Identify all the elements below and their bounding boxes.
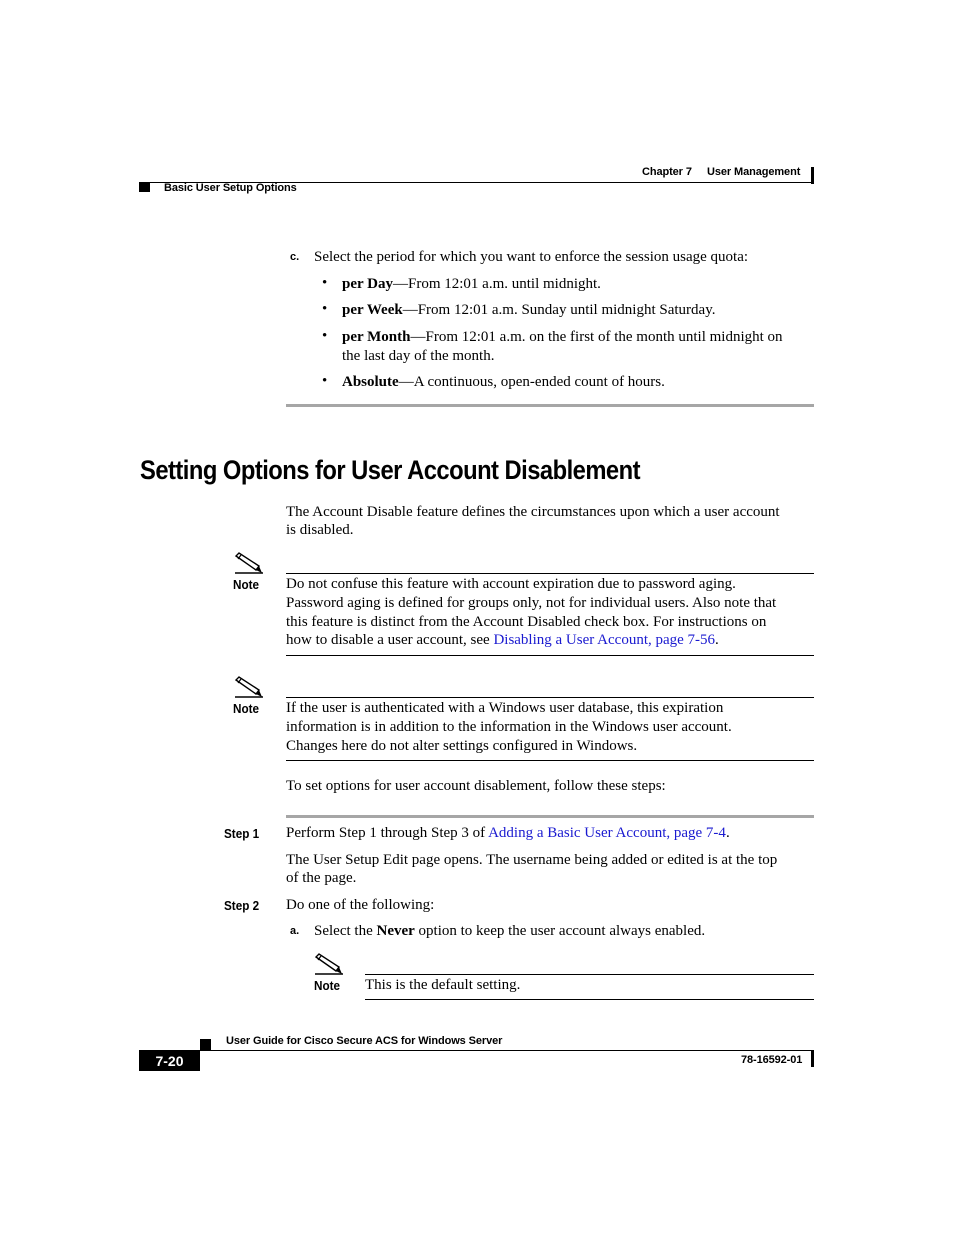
note-2-line2: information is in addition to the information in the Windows user account. (286, 719, 732, 735)
bullet-dot: • (322, 328, 328, 344)
note-1-line1: Do not confuse this feature with account expiration due to password aging. (286, 576, 736, 592)
step-2-text: Do one of the following: (286, 897, 435, 913)
step-1-detail-line1: The User Setup Edit page opens. The username being added or edited is at the top (286, 852, 778, 868)
note-3-label: Note (314, 978, 341, 993)
quota-item-day: per Day—From 12:01 a.m. until midnight. (342, 276, 601, 292)
note-3-text: This is the default setting. (365, 977, 521, 993)
section-intro-line1: The Account Disable feature defines the circumstances upon which a user account (286, 504, 780, 520)
note-2-bottom-rule (286, 760, 814, 761)
note-1-bottom-rule (286, 655, 814, 656)
procedure-start-rule (286, 815, 814, 818)
note-1-line3: this feature is distinct from the Account Disabled check box. For instructions on (286, 614, 767, 630)
header-chapter: Chapter 7 (642, 166, 692, 178)
footer-rule (139, 1050, 814, 1051)
note-2-line3: Changes here do not alter settings configured in Windows. (286, 738, 638, 754)
quota-item-week: per Week—From 12:01 a.m. Sunday until midnight Saturday. (342, 302, 716, 318)
footer-title: User Guide for Cisco Secure ACS for Windows Server (226, 1035, 503, 1047)
bullet-dot: • (322, 301, 328, 317)
footer-page-box (139, 1051, 200, 1071)
step-1-detail-line2: of the page. (286, 870, 357, 886)
quota-item-month-cont: the last day of the month. (342, 348, 495, 364)
step-1-label: Step 1 (224, 826, 260, 841)
note-2-top-rule (286, 697, 814, 698)
header-section: Basic User Setup Options (164, 182, 297, 194)
footer-page-number: 7-20 (155, 1053, 184, 1069)
note-1-label: Note (233, 577, 260, 592)
note-2-line1: If the user is authenticated with a Windows user database, this expiration (286, 700, 724, 716)
note-3-top-rule (365, 974, 814, 975)
step-2-label: Step 2 (224, 898, 260, 913)
section-title: Setting Options for User Account Disablement (140, 455, 640, 485)
procedure-end-rule (286, 404, 814, 407)
step-2-sub-text: Select the Never option to keep the user account always enabled. (314, 923, 706, 939)
footer-doc-number: 78-16592-01 (741, 1054, 803, 1066)
quota-step-text: Select the period for which you want to enforce the session usage quota: (314, 249, 749, 265)
link-adding-basic-user-account[interactable]: Adding a Basic User Account, page 7-4 (488, 825, 726, 841)
step-1-text: Perform Step 1 through Step 3 of Adding a Basic User Account, page 7-4. (286, 825, 730, 841)
note-1-top-rule (286, 573, 814, 574)
steps-intro: To set options for user account disablement, follow these steps: (286, 778, 666, 794)
note-1-line2: Password aging is defined for groups only, not for individual users. Also note that (286, 595, 777, 611)
note-3-bottom-rule (365, 999, 814, 1000)
pencil-note-icon (234, 552, 264, 574)
quota-item-absolute: Absolute—A continuous, open-ended count of hours. (342, 374, 665, 390)
quota-step-label: c. (290, 251, 300, 263)
header-left-block (139, 183, 150, 192)
link-disabling-user-account[interactable]: Disabling a User Account, page 7-56 (493, 632, 716, 648)
section-intro-line2: is disabled. (286, 522, 354, 538)
note-1-line4: how to disable a user account, see Disabling a User Account, page 7-56. (286, 632, 719, 648)
step-2-sub-label: a. (290, 925, 300, 937)
quota-item-month: per Month—From 12:01 a.m. on the first of the month until midnight on (342, 329, 783, 345)
footer-right-bar (811, 1051, 814, 1067)
pencil-note-icon (314, 953, 344, 975)
footer-top-block (200, 1039, 211, 1050)
header-chapter-title: User Management (707, 166, 801, 178)
note-2-label: Note (233, 701, 260, 716)
bullet-dot: • (322, 275, 328, 291)
bullet-dot: • (322, 373, 328, 389)
pencil-note-icon (234, 676, 264, 698)
